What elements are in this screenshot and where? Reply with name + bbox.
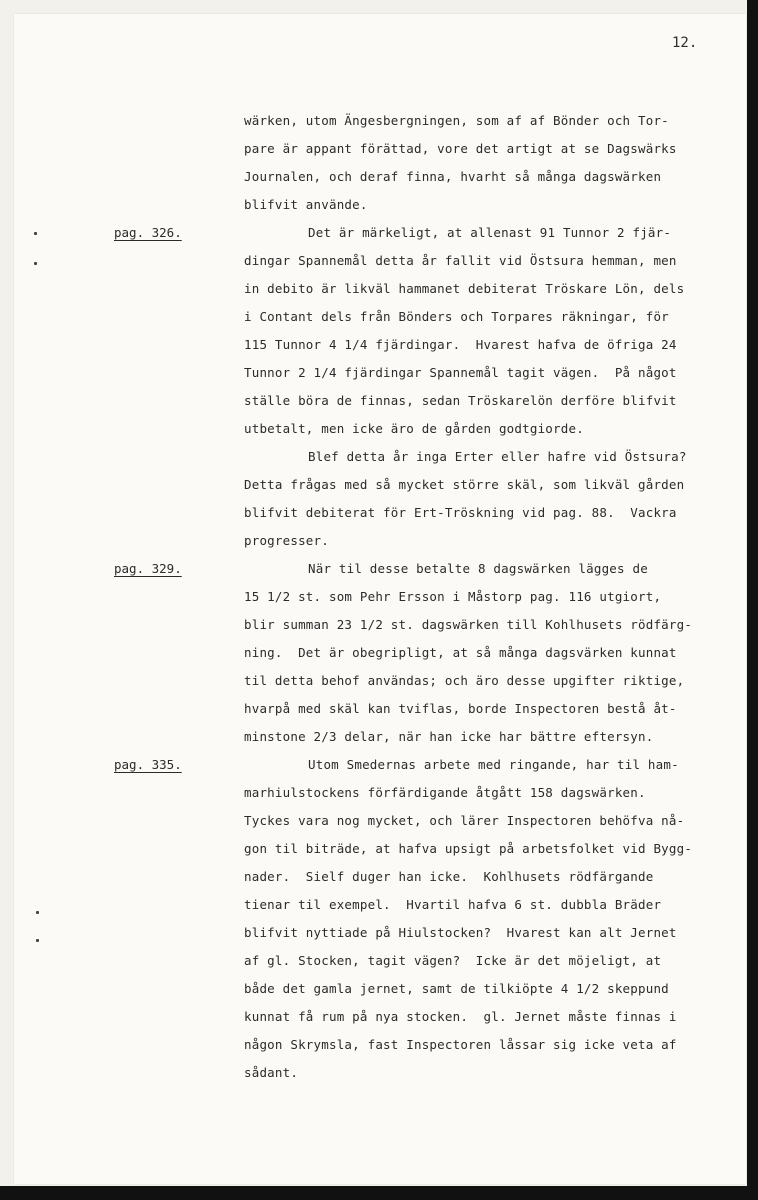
- text-line: dingar Spannemål detta år fallit vid Östsura hemman, men: [244, 253, 677, 268]
- margin-mark: [36, 911, 39, 914]
- text-line: 115 Tunnor 4 1/4 fjärdingar. Hvarest hafva de öfriga 24: [244, 337, 677, 352]
- text-line: Utom Smedernas arbete med ringande, har til ham-: [308, 757, 679, 772]
- text-line: Det är märkeligt, at allenast 91 Tunnor 2 fjär-: [308, 225, 672, 240]
- text-line: pare är appant förättad, vore det artigt at se Dagswärks: [244, 141, 677, 156]
- text-line: blifvit använde.: [244, 197, 368, 212]
- text-line: blifvit nyttiade på Hiulstocken? Hvarest kan alt Jernet: [244, 925, 677, 940]
- scan-border-bottom: [0, 1186, 758, 1200]
- text-line: någon Skrymsla, fast Inspectoren låssar sig icke veta af: [244, 1037, 677, 1052]
- text-line: Blef detta år inga Erter eller hafre vid Östsura?: [308, 449, 687, 464]
- text-line: gon til biträde, at hafva upsigt på arbetsfolket vid Bygg-: [244, 841, 693, 856]
- text-line: marhiulstockens förfärdigande åtgått 158 dagswärken.: [244, 785, 646, 800]
- text-line: blir summan 23 1/2 st. dagswärken till Kohlhusets rödfärg-: [244, 617, 693, 632]
- text-line: i Contant dels från Bönders och Torpares räkningar, för: [244, 309, 669, 324]
- text-line: blifvit debiterat för Ert-Tröskning vid pag. 88. Vackra: [244, 505, 677, 520]
- margin-mark: [34, 262, 37, 265]
- margin-reference: pag. 326.: [114, 225, 182, 240]
- text-line: minstone 2/3 delar, när han icke har bättre eftersyn.: [244, 729, 654, 744]
- text-line: hvarpå med skäl kan tviflas, borde Inspectoren bestå åt-: [244, 701, 677, 716]
- text-line: Tunnor 2 1/4 fjärdingar Spannemål tagit vägen. På något: [244, 365, 677, 380]
- text-line: både det gamla jernet, samt de tilkiöpte 4 1/2 skeppund: [244, 981, 669, 996]
- text-line: ning. Det är obegripligt, at så många dagsvärken kunnat: [244, 645, 677, 660]
- text-line: tienar til exempel. Hvartil hafva 6 st. dubbla Bräder: [244, 897, 662, 912]
- text-line: Tyckes vara nog mycket, och lärer Inspectoren behöfva nå-: [244, 813, 685, 828]
- text-line: progresser.: [244, 533, 329, 548]
- margin-mark: [34, 232, 37, 235]
- text-line: Detta frågas med så mycket större skäl, som likväl gården: [244, 477, 685, 492]
- text-line: af gl. Stocken, tagit vägen? Icke är det möjeligt, at: [244, 953, 662, 968]
- scan-border-right: [747, 0, 758, 1200]
- margin-reference: pag. 329.: [114, 561, 182, 576]
- text-line: sådant.: [244, 1065, 299, 1080]
- margin-reference: pag. 335.: [114, 757, 182, 772]
- text-line: utbetalt, men icke äro de gården godtgiorde.: [244, 421, 584, 436]
- text-line: När til desse betalte 8 dagswärken lägges de: [308, 561, 648, 576]
- text-line: ställe böra de finnas, sedan Tröskarelön derföre blifvit: [244, 393, 677, 408]
- text-line: til detta behof användas; och äro desse upgifter riktige,: [244, 673, 685, 688]
- text-line: wärken, utom Ängesbergningen, som af af Bönder och Tor-: [244, 113, 669, 128]
- text-line: in debito är likväl hammanet debiterat Tröskare Lön, dels: [244, 281, 685, 296]
- text-line: Journalen, och deraf finna, hvarht så många dagswärken: [244, 169, 662, 184]
- page-number: 12.: [672, 35, 698, 51]
- text-line: 15 1/2 st. som Pehr Ersson i Måstorp pag. 116 utgiort,: [244, 589, 662, 604]
- text-line: kunnat få rum på nya stocken. gl. Jernet måste finnas i: [244, 1009, 677, 1024]
- text-line: nader. Sielf duger han icke. Kohlhusets rödfärgande: [244, 869, 654, 884]
- margin-mark: [36, 939, 39, 942]
